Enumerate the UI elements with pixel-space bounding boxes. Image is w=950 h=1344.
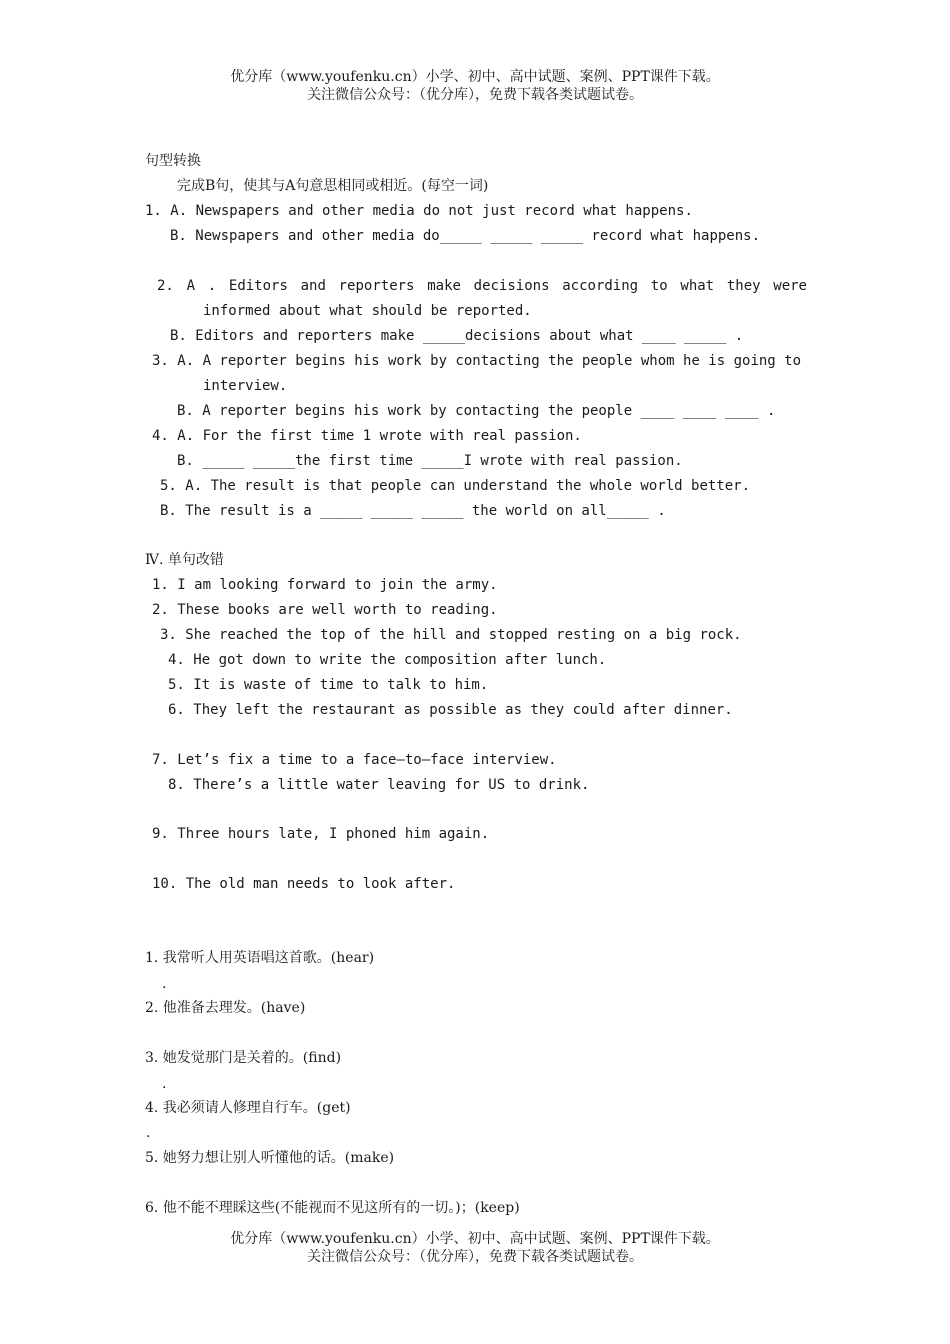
question-line: 3. A. A reporter begins his work by contacting the people whom he is going to bbox=[152, 353, 802, 369]
correction-item: 10. The old man needs to look after. bbox=[152, 876, 456, 892]
correction-item: 8. There’s a little water leaving for US to drink. bbox=[168, 777, 590, 793]
question-line: 5. A. The result is that people can understand the whole world better. bbox=[160, 478, 751, 494]
answer-dot: . bbox=[162, 976, 167, 992]
translation-item: 4. 我必须请人修理自行车。(get) bbox=[145, 1100, 351, 1116]
translation-item: 1. 我常听人用英语唱这首歌。(hear) bbox=[145, 950, 375, 966]
question-line: 4. A. For the first time 1 wrote with real passion. bbox=[152, 428, 582, 444]
question-line: B. Newspapers and other media do_____ _____ _____ record what happens. bbox=[170, 228, 761, 244]
page-footer bbox=[0, 1230, 950, 1266]
correction-item: 2. These books are well worth to reading. bbox=[152, 602, 498, 618]
question-line: 1. A. Newspapers and other media do not just record what happens. bbox=[145, 203, 693, 219]
correction-item: 7. Let’s fix a time to a face—to—face interview. bbox=[152, 752, 557, 768]
header-line-2: 关注微信公众号：（优分库），免费下载各类试题试卷。 bbox=[307, 87, 643, 103]
correction-item: 4. He got down to write the composition after lunch. bbox=[168, 652, 607, 668]
translation-item: 6. 他不能不理睬这些(不能视而不见这所有的一切。)；(keep) bbox=[145, 1200, 520, 1216]
header-line-1: 优分库（www.youfenku.cn）小学、初中、高中试题、案例、PPT课件下载。 bbox=[230, 69, 720, 85]
footer-line-1: 优分库（www.youfenku.cn）小学、初中、高中试题、案例、PPT课件下载。 bbox=[230, 1231, 720, 1247]
question-line: informed about what should be reported. bbox=[203, 303, 532, 319]
correction-item: 1. I am looking forward to join the army. bbox=[152, 577, 498, 593]
question-line: interview. bbox=[203, 378, 288, 394]
translation-item: 5. 她努力想让别人听懂他的话。(make) bbox=[145, 1150, 395, 1166]
section-title-sentence-transform: 句型转换 bbox=[145, 153, 201, 169]
question-line: B. The result is a _____ _____ _____ the world on all_____ . bbox=[160, 503, 666, 519]
correction-item: 5. It is waste of time to talk to him. bbox=[168, 677, 489, 693]
correction-item: 9. Three hours late, I phoned him again. bbox=[152, 826, 490, 842]
answer-dot: . bbox=[146, 1125, 151, 1141]
question-line: B. A reporter begins his work by contacting the people ____ ____ ____ . bbox=[177, 403, 776, 419]
translation-item: 2. 他准备去理发。(have) bbox=[145, 1000, 306, 1016]
correction-item: 3. She reached the top of the hill and stopped resting on a big rock. bbox=[160, 627, 742, 643]
section-instruction: 完成B句，使其与A句意思相同或相近。(每空一词) bbox=[177, 178, 489, 194]
correction-item: 6. They left the restaurant as possible as they could after dinner. bbox=[168, 702, 733, 718]
question-line: 2. A . Editors and reporters make decisions according to what they were bbox=[157, 278, 807, 294]
question-line: B. _____ _____the first time _____I wrote with real passion. bbox=[177, 453, 683, 469]
answer-dot: . bbox=[162, 1076, 167, 1092]
section-title-error-correction: Ⅳ. 单句改错 bbox=[145, 552, 224, 568]
question-line: B. Editors and reporters make _____decisions about what ____ _____ . bbox=[170, 328, 744, 344]
footer-line-2: 关注微信公众号：（优分库），免费下载各类试题试卷。 bbox=[307, 1249, 643, 1265]
page-header bbox=[0, 68, 950, 104]
translation-item: 3. 她发觉那门是关着的。(find) bbox=[145, 1050, 342, 1066]
